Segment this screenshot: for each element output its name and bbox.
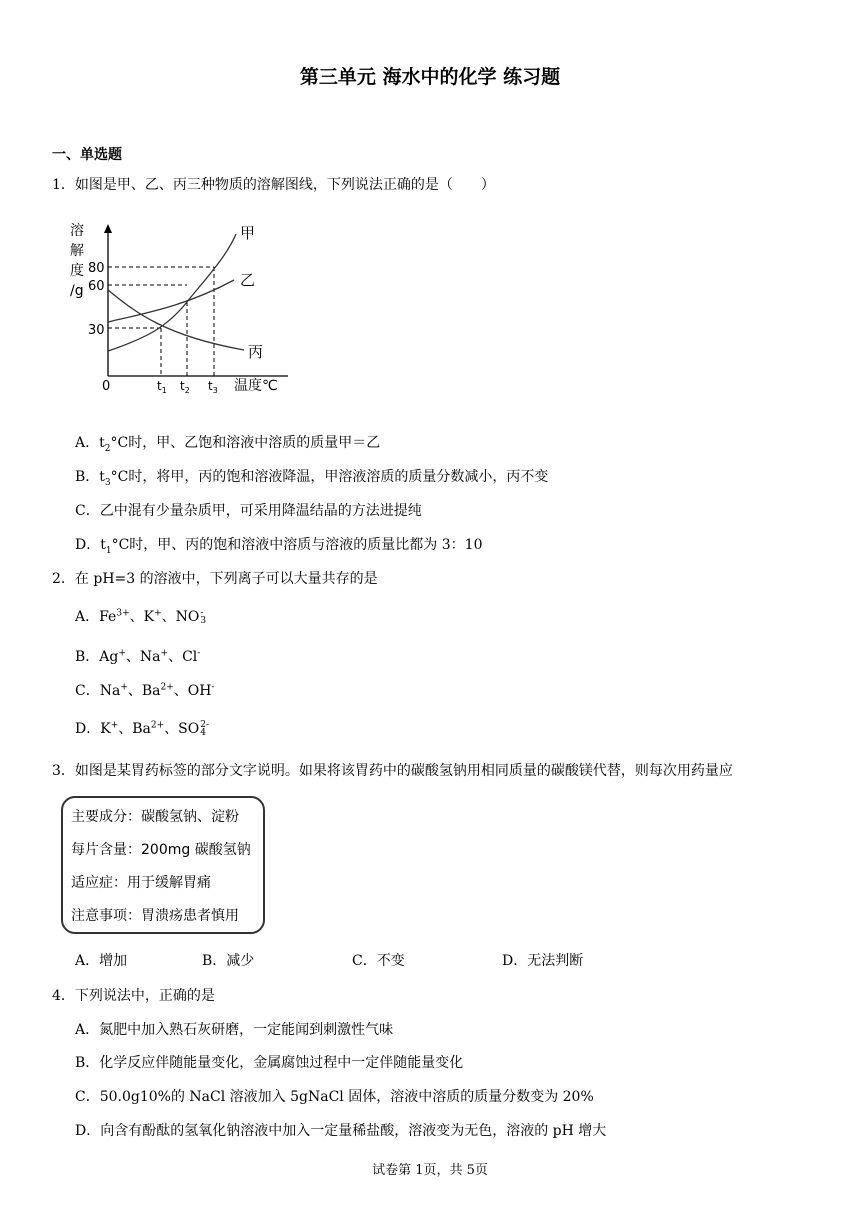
series-label-bing: 丙	[248, 343, 264, 361]
question-4-stem: 4．下列说法中，正确的是	[52, 988, 215, 1004]
question-2-option-b: B．Ag+、Na+、Cl-	[75, 648, 201, 665]
label-line-2: 每片含量：200mg 碳酸氢钠	[71, 842, 251, 858]
y-axis-arrow	[104, 224, 112, 233]
ylabel-char-1: 溶	[70, 223, 84, 239]
question-4-option-b: B．化学反应伴随能量变化，金属腐蚀过程中一定伴随能量变化	[75, 1055, 464, 1071]
question-2-option-d: D．K+、$Ba^{2+}$、SO 2- 4	[75, 720, 210, 738]
question-1-option-b: B．$t_3^\circ C$时，将甲，丙的饱和溶液降温，甲溶液溶质的质量分数减小，丙不变	[75, 469, 549, 488]
ylabel-char-3: 度	[70, 263, 84, 279]
question-1-option-c: C．乙中混有少量杂质甲，可采用降温结晶的方法进提纯	[75, 503, 422, 519]
question-1-option-d: D．$t_1^\circ C$时，甲、丙的饱和溶液中溶质与溶液的质量比都为 3：10	[75, 537, 483, 556]
question-4-option-c: C．50.0g10%的 NaCl 溶液加入 5gNaCl 固体，溶液中溶质的质量分数变为 20%	[75, 1089, 594, 1105]
guide-lines	[108, 267, 214, 376]
ylabel-char-4: /g	[70, 283, 84, 299]
question-3-option-a: A．增加	[75, 953, 128, 969]
curve-yi	[108, 280, 234, 322]
question-2-stem: 2．在 pH=3 的溶液中，下列离子可以大量共存的是	[52, 571, 378, 587]
series-label-yi: 乙	[240, 271, 256, 289]
question-1-option-a: A．$t_2^\circ C$时，甲、乙饱和溶液中溶质的质量甲＝乙	[75, 435, 381, 454]
x-tick-t3: $t_3$	[208, 379, 218, 395]
curve-jia	[108, 234, 236, 351]
curve-bing	[108, 290, 244, 350]
x-axis-label: 温度℃	[234, 378, 278, 394]
x-tick-t1: $t_1$	[157, 379, 167, 395]
page-title: 第三单元 海水中的化学 练习题	[299, 66, 561, 88]
x-tick-t2: $t_2$	[180, 379, 190, 395]
question-4-option-a: A．氮肥中加入熟石灰研磨，一定能闻到刺激性气味	[75, 1022, 394, 1038]
question-3-option-d: D．无法判断	[502, 953, 584, 969]
label-line-3: 适应症：用于缓解胃痛	[71, 875, 211, 891]
page-footer: 试卷第 1页，共 5页	[372, 1163, 488, 1178]
ylabel-char-2: 解	[70, 243, 84, 259]
series-label-jia: 甲	[240, 224, 256, 242]
question-1-stem: 1．如图是甲、乙、丙三种物质的溶解图线，下列说法正确的是（ ）	[52, 177, 495, 193]
label-line-1: 主要成分：碳酸氢钠、淀粉	[71, 809, 239, 825]
question-3-option-c: C．不变	[352, 953, 405, 969]
medicine-label	[61, 796, 265, 934]
y-tick-30: 30	[88, 323, 105, 338]
origin-label: 0	[102, 379, 111, 394]
label-line-4: 注意事项：胃溃疡患者慎用	[71, 908, 239, 924]
section-heading: 一、单选题	[52, 147, 122, 163]
question-3-option-b: B．减少	[202, 953, 255, 969]
solubility-chart	[66, 218, 296, 398]
question-2-option-c: C．Na+、$Ba^{2+}$、OH-	[75, 682, 215, 699]
question-2-option-a: A．$Fe^{3+}$、K+、NO - 3	[75, 608, 207, 626]
question-4-option-d: D．向含有酚酞的氢氧化钠溶液中加入一定量稀盐酸，溶液变为无色，溶液的 pH 增大	[75, 1123, 607, 1139]
y-tick-60: 60	[88, 279, 105, 294]
y-tick-80: 80	[88, 261, 105, 276]
question-3-stem: 3．如图是某胃药标签的部分文字说明。如果将该胃药中的碳酸氢钠用相同质量的碳酸镁代替，则每次用药量应	[52, 763, 733, 779]
